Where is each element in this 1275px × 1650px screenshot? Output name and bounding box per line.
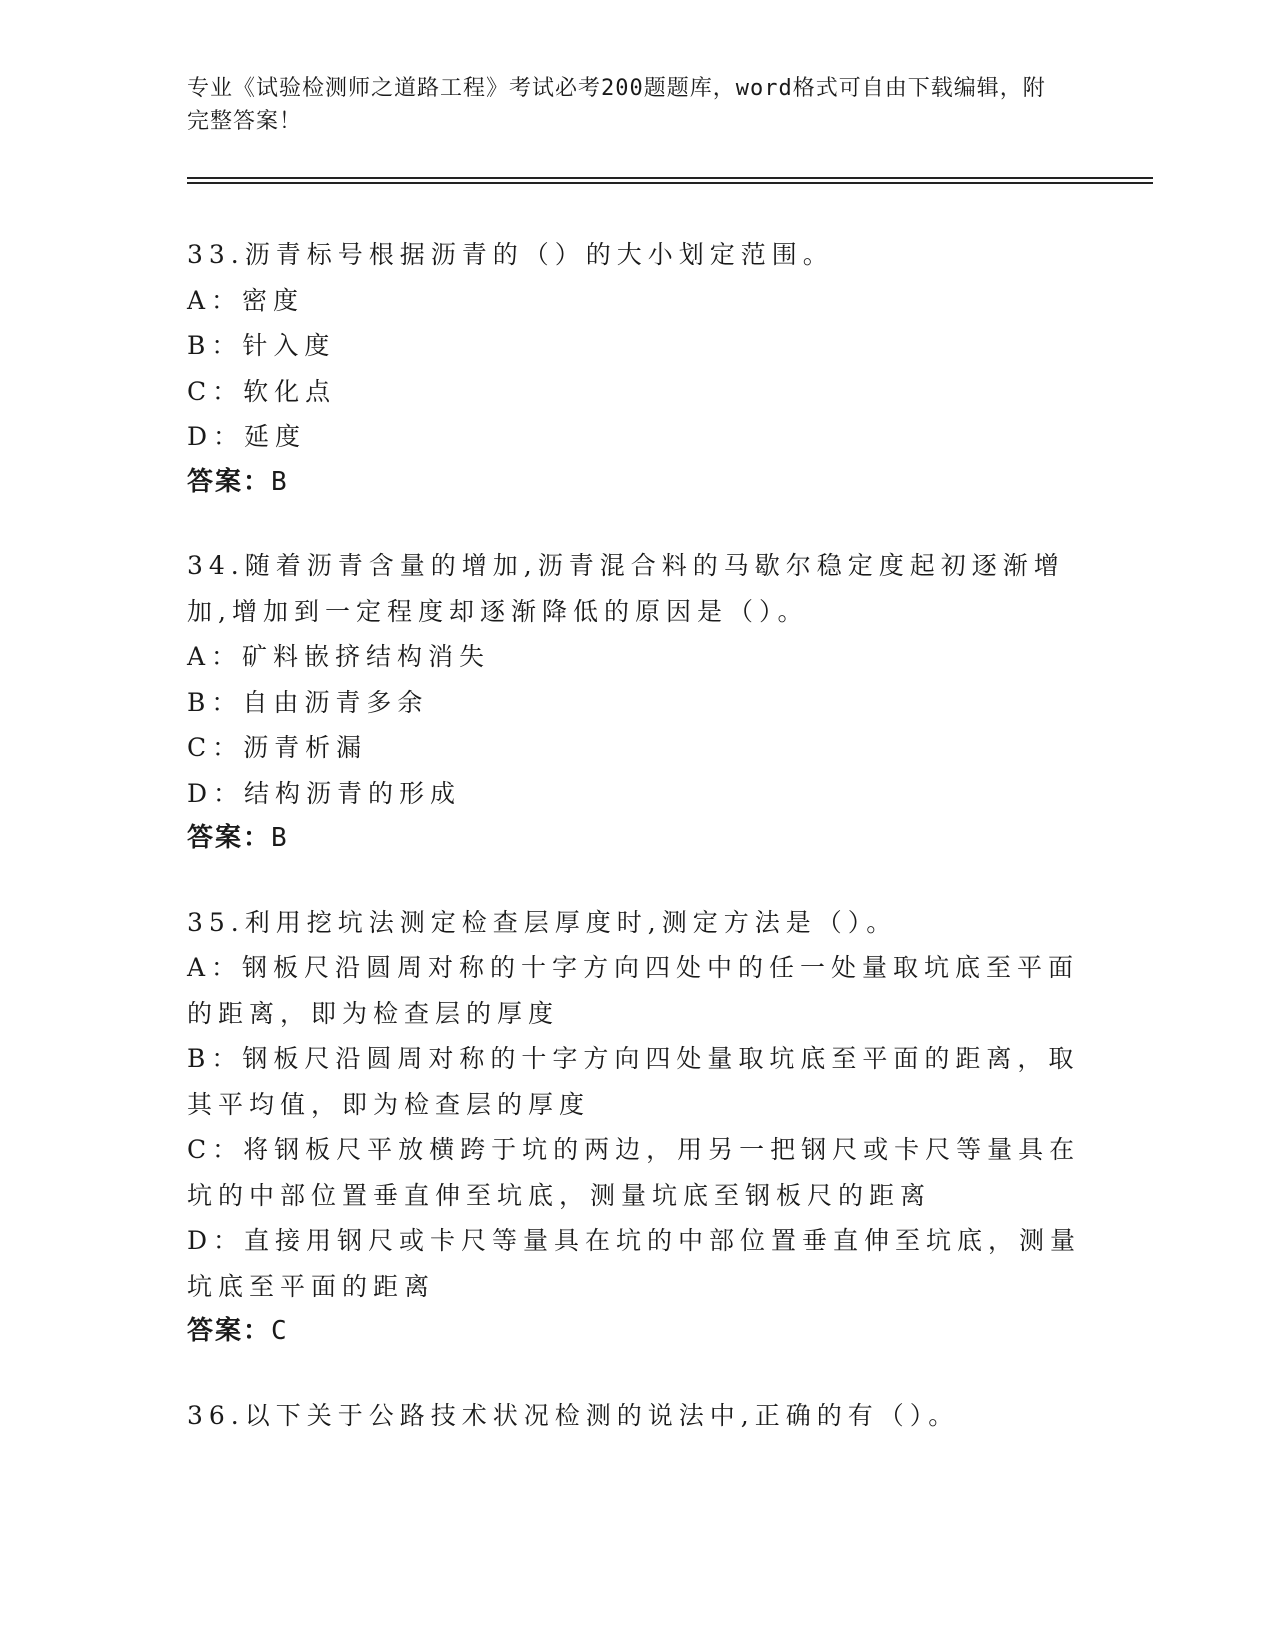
option-a: A：矿料嵌挤结构消失 [187,642,491,671]
option-c: C：沥青析漏 [187,733,368,762]
question-stem: 36.以下关于公路技术状况检测的说法中,正确的有（）。 [187,1400,960,1430]
option-a: A：密度 [187,285,305,315]
option-b: B：自由沥青多余 [187,687,429,717]
option-c: C：软化点 [187,376,337,406]
question-35 [187,900,1087,1355]
option-b: B：钢板尺沿圆周对称的十字方向四处量取坑底至平面的距离，取其平均值，即为检查层的厚度 [187,1044,1080,1119]
answer-line [187,816,1087,862]
answer-label: 答案： [187,466,272,497]
option-d: D：结构沥青的形成 [187,778,462,808]
answer-line [187,1309,1087,1355]
option-d: D：延度 [187,422,307,451]
option-d: D：直接用钢尺或卡尺等量具在坑的中部位置垂直伸至坑底，测量坑底至平面的距离 [187,1226,1082,1301]
question-36 [187,1393,1087,1439]
answer-label: 答案： [187,1316,272,1346]
question-34 [187,543,1087,862]
question-list [187,232,1087,1476]
question-stem: 33.沥青标号根据沥青的（）的大小划定范围。 [187,240,834,269]
answer-value: B [271,823,289,853]
question-33 [187,232,1087,505]
question-stem: 35.利用挖坑法测定检查层厚度时,测定方法是（）。 [187,907,898,937]
option-a: A：钢板尺沿圆周对称的十字方向四处中的任一处量取坑底至平面的距离，即为检查层的厚度 [187,953,1080,1028]
answer-value: B [271,466,289,497]
answer-line [187,460,1087,506]
option-c: C：将钢板尺平放横跨于坑的两边，用另一把钢尺或卡尺等量具在坑的中部位置垂直伸至坑底，测量坑底至钢板尺的距离 [187,1135,1081,1210]
question-stem: 34.随着沥青含量的增加,沥青混合料的马歇尔稳定度起初逐渐增加,增加到一定程度却逐渐降低的原因是（）。 [187,551,1065,626]
header-divider-top [187,177,1153,179]
answer-label: 答案： [187,823,272,853]
option-b: B：针入度 [187,331,336,360]
answer-value: C [271,1316,289,1346]
document-header: 专业《试验检测师之道路工程》考试必考200题题库，word格式可自由下载编辑，附完整答案！ [187,76,1046,134]
header-divider-bottom [187,182,1153,184]
